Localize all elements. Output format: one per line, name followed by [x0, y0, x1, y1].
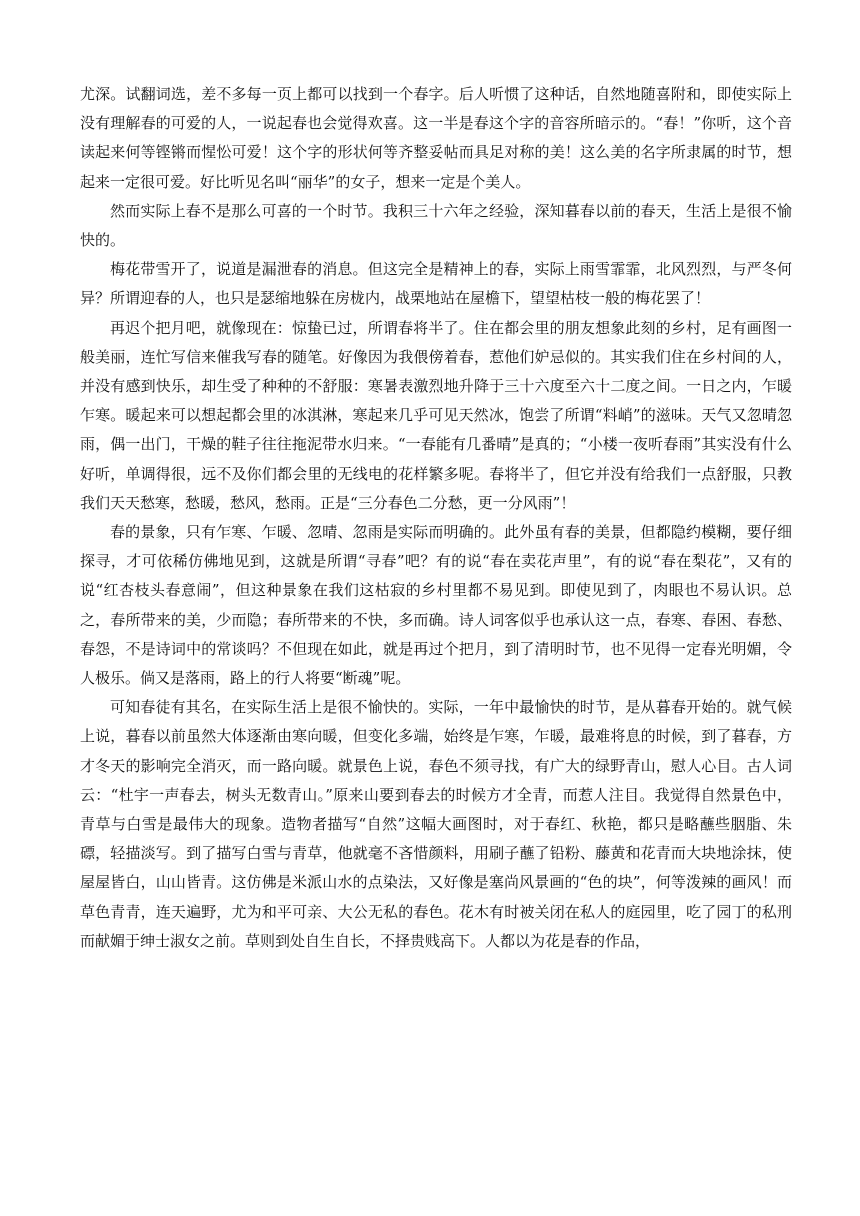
- paragraph-1: 尤深。试翻词选，差不多每一页上都可以找到一个春字。后人听惯了这种话，自然地随喜附和，即使实际上没有理解春的可爱的人，一说起春也会觉得欢喜。这一半是春这个字的音容所暗示的。“春！”你听，这个音读起来何等铿锵而惺忪可爱！这个字的形状何等齐整妥帖而具足对称的美！这么美的名字所隶属的时节，想起来一定很可爱。好比听见名叫“丽华”的女子，想来一定是个美人。: [80, 85, 792, 191]
- paragraph-3: 梅花带雪开了，说道是漏泄春的消息。但这完全是精神上的春，实际上雨雪霏霏，北风烈烈，与严冬何异？所谓迎春的人，也只是瑟缩地躲在房栊内，战栗地站在屋檐下，望望枯枝一般的梅花罢了！: [80, 260, 792, 308]
- paragraph-6: 可知春徒有其名，在实际生活上是很不愉快的。实际，一年中最愉快的时节，是从暮春开始的。就气候上说，暮春以前虽然大体逐渐由寒向暖，但变化多端，始终是乍寒，乍暖，最难将息的时候，到了暮春，方才冬天的影响完全消灭，而一路向暖。就景色上说，春色不须寻找，有广大的绿野青山，慰人心目。古人词云：“杜宇一声春去，树头无数青山。”原来山要到春去的时候方才全青，而惹人注目。我觉得自然景色中，青草与白雪是最伟大的现象。造物者描写“自然”这幅大画图时，对于春红、秋艳，都只是略蘸些胭脂、朱磦，轻描淡写。到了描写白雪与青草，他就毫不吝惜颜料，用刷子蘸了铅粉、藤黄和花青而大块地涂抹，使屋屋皆白，山山皆青。这仿佛是米派山水的点染法，又好像是塞尚风景画的“色的块”，何等泼辣的画风！而草色青青，连天遍野，尤为和平可亲、大公无私的春色。花木有时被关闭在私人的庭园里，吃了园丁的私刑而献媚于绅士淑女之前。草则到处自生自长，不择贵贱高下。人都以为花是春的作品，: [80, 698, 792, 950]
- paragraph-4: 再迟个把月吧，就像现在：惊蛰已过，所谓春将半了。住在都会里的朋友想象此刻的乡村，足有画图一般美丽，连忙写信来催我写春的随笔。好像因为我偎傍着春，惹他们妒忌似的。其实我们住在乡村间的人，并没有感到快乐，却生受了种种的不舒服：寒暑表激烈地升降于三十六度至六十二度之间。一日之内，乍暖乍寒。暖起来可以想起都会里的冰淇淋，寒起来几乎可见天然冰，饱尝了所谓“料峭”的滋味。天气又忽晴忽雨，偶一出门，干燥的鞋子往往拖泥带水归来。“一春能有几番晴”是真的；“小楼一夜听春雨”其实没有什么好听，单调得很，远不及你们都会里的无线电的花样繁多呢。春将半了，但它并没有给我们一点舒服，只教我们天天愁寒，愁暖，愁风，愁雨。正是“三分春色二分愁，更一分风雨”！: [80, 318, 792, 512]
- paragraph-2: 然而实际上春不是那么可喜的一个时节。我积三十六年之经验，深知暮春以前的春天，生活上是很不愉快的。: [80, 201, 792, 250]
- paragraph-5: 春的景象，只有乍寒、乍暖、忽晴、忽雨是实际而明确的。此外虽有春的美景，但都隐约模糊，要仔细探寻，才可依稀仿佛地见到，这就是所谓“寻春”吧？有的说“春在卖花声里”，有的说“春在梨花”，又有的说“红杏枝头春意闹”，但这种景象在我们这枯寂的乡村里都不易见到。即使见到了，肉眼也不易认识。总之，春所带来的美，少而隐；春所带来的不快，多而确。诗人词客似乎也承认这一点，春寒、春困、春愁、春怨，不是诗词中的常谈吗？不但现在如此，就是再过个把月，到了清明时节，也不见得一定春光明媚，令人极乐。倘又是落雨，路上的行人将要“断魂”呢。: [80, 523, 792, 688]
